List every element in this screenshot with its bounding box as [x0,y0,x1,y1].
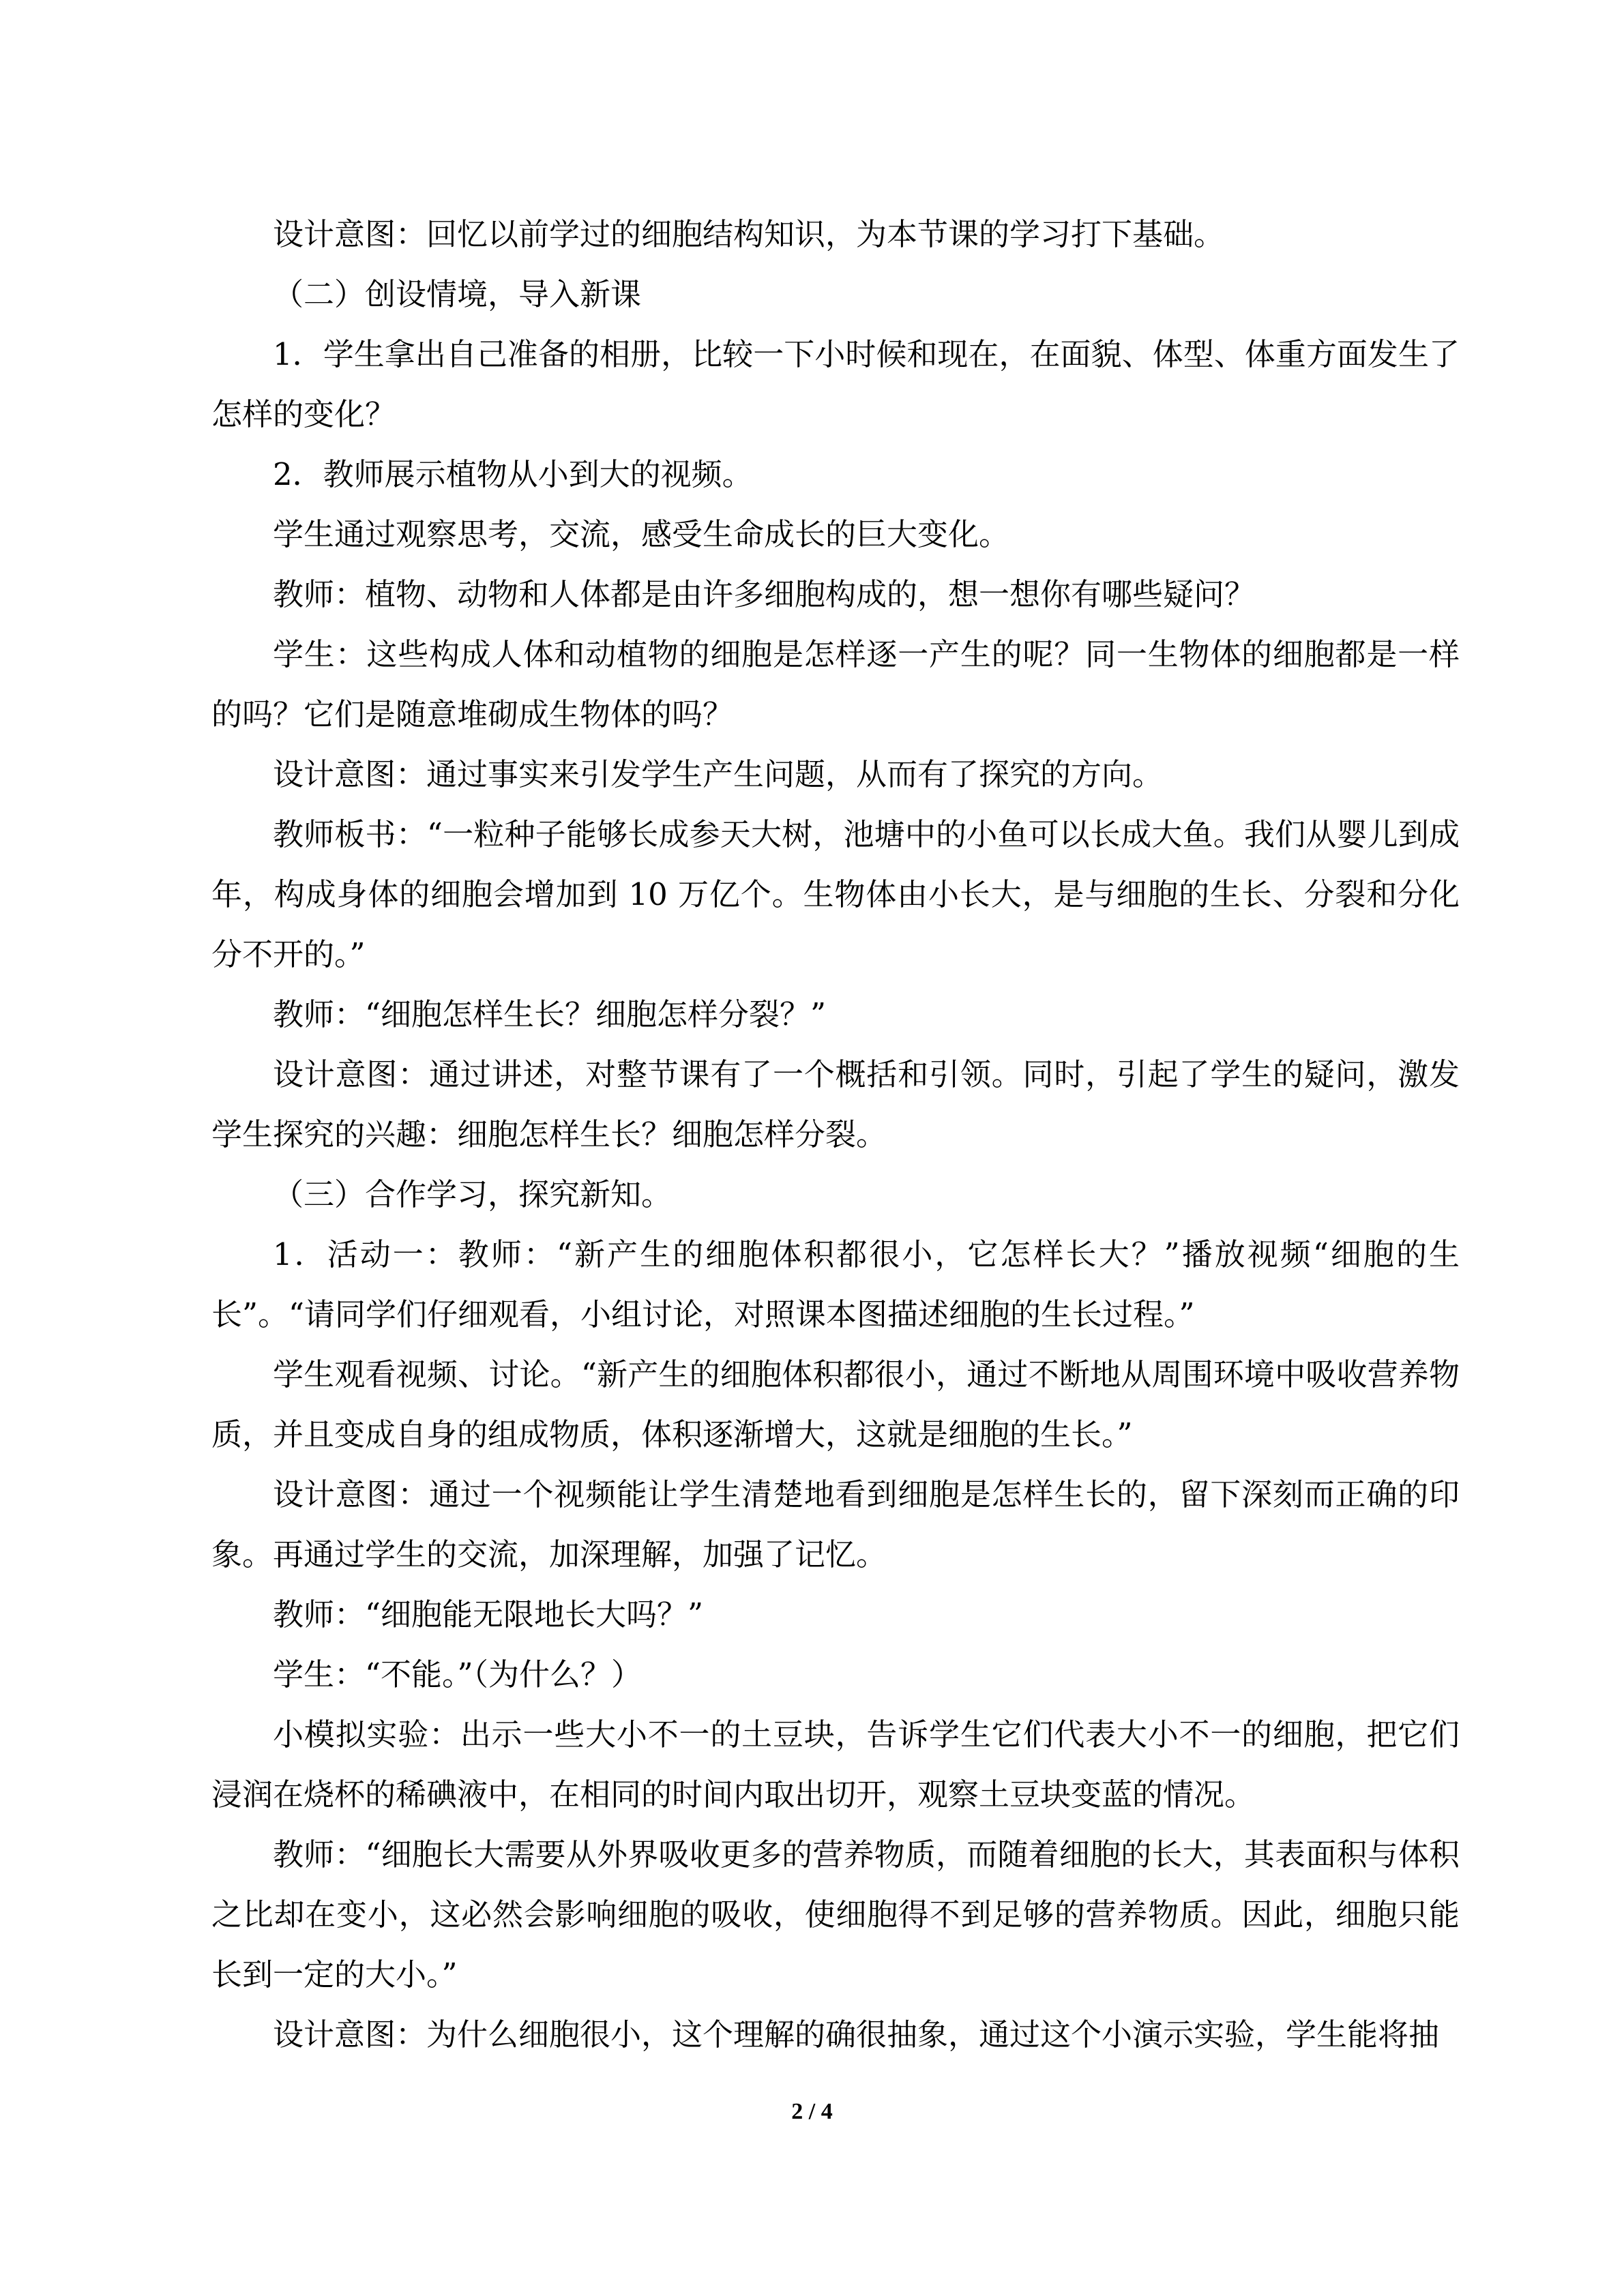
paragraph: 设计意图：通过一个视频能让学生清楚地看到细胞是怎样生长的，留下深刻而正确的印象。再通过学生的交流，加深理解，加强了记忆。 [211,1476,1460,1572]
paragraph: 设计意图：为什么细胞很小，这个理解的确很抽象，通过这个小演示实验，学生能将抽 [273,2016,1440,2053]
paragraph: 学生通过观察思考，交流，感受生命成长的巨大变化。 [273,516,1010,552]
document-body [211,205,1460,2065]
paragraph: 设计意图：通过讲述，对整节课有了一个概括和引领。同时，引起了学生的疑问，激发学生探究的兴趣：细胞怎样生长？细胞怎样分裂。 [211,1056,1460,1152]
section-heading: （三）合作学习，探究新知。 [273,1176,673,1212]
paragraph: 学生：这些构成人体和动植物的细胞是怎样逐一产生的呢？同一生物体的细胞都是一样的吗？它们是随意堆砌成生物体的吗？ [211,636,1460,732]
paragraph: 教师：“细胞能无限地长大吗？” [273,1596,704,1632]
paragraph: 设计意图：通过事实来引发学生产生问题，从而有了探究的方向。 [273,756,1164,792]
paragraph: 学生观看视频、讨论。“新产生的细胞体积都很小，通过不断地从周围环境中吸收营养物质，并且变成自身的组成物质，体积逐渐增大，这就是细胞的生长。” [211,1356,1460,1452]
paragraph: 教师：植物、动物和人体都是由许多细胞构成的，想一想你有哪些疑问？ [273,576,1256,612]
paragraph: 学生：“不能。”（为什么？） [273,1656,643,1693]
paragraph: 教师板书：“一粒种子能够长成参天大树，池塘中的小鱼可以长成大鱼。我们从婴儿到成年，构成身体的细胞会增加到 10 万亿个。生物体由小长大，是与细胞的生长、分裂和分化分不开的。” [211,816,1460,972]
paragraph: 教师：“细胞长大需要从外界吸收更多的营养物质，而随着细胞的长大，其表面积与体积之比却在变小，这必然会影响细胞的吸收，使细胞得不到足够的营养物质。因此，细胞只能长到一定的大小。” [211,1836,1460,1993]
paragraph: 1．学生拿出自己准备的相册，比较一下小时候和现在，在面貌、体型、体重方面发生了怎样的变化？ [211,336,1460,432]
paragraph: 设计意图：回忆以前学过的细胞结构知识，为本节课的学习打下基础。 [273,216,1225,252]
paragraph: 小模拟实验：出示一些大小不一的土豆块，告诉学生它们代表大小不一的细胞，把它们浸润在烧杯的稀碘液中，在相同的时间内取出切开，观察土豆块变蓝的情况。 [211,1716,1460,1813]
section-heading: （二）创设情境，导入新课 [273,276,642,312]
paragraph: 2．教师展示植物从小到大的视频。 [273,456,753,492]
paragraph: 教师：“细胞怎样生长？细胞怎样分裂？” [273,996,827,1032]
page-number: 2 / 4 [791,2099,833,2124]
paragraph: 1．活动一：教师：“新产生的细胞体积都很小，它怎样长大？”播放视频“细胞的生长”。“请同学们仔细观看，小组讨论，对照课本图描述细胞的生长过程。” [211,1236,1460,1332]
